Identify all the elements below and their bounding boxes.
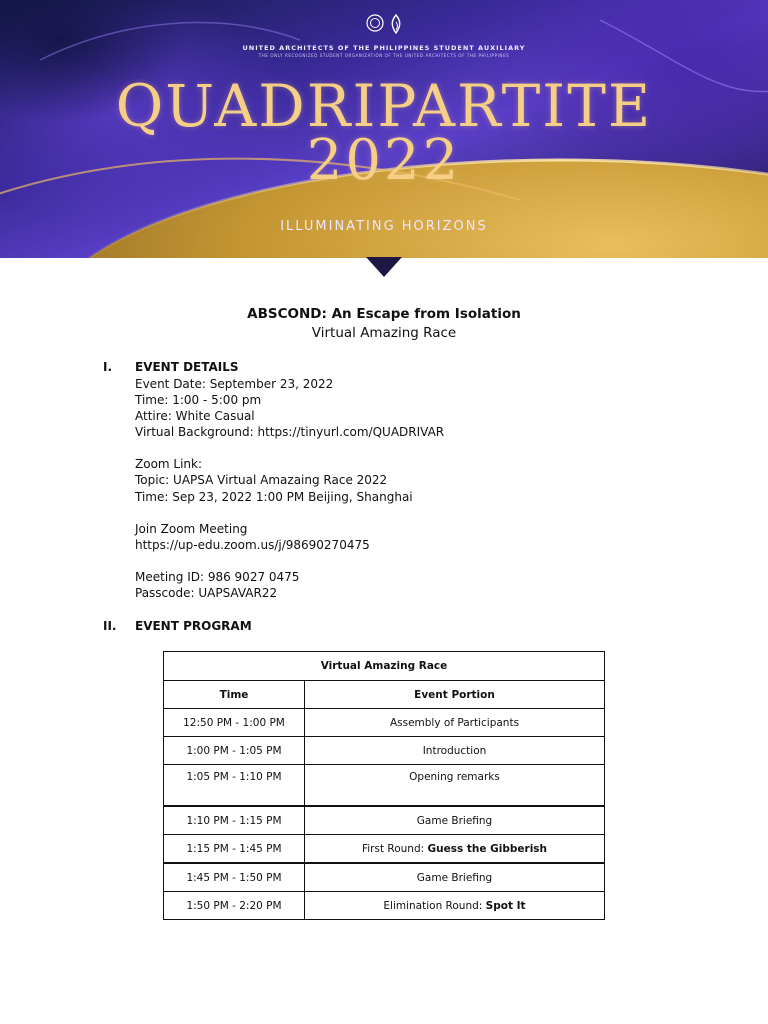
zoom-join-link[interactable]: https://up-edu.zoom.us/j/98690270475 (135, 537, 370, 552)
table-row (164, 709, 605, 737)
section-2-number: II. (103, 619, 117, 633)
table-row (164, 737, 605, 765)
table-row (164, 835, 605, 864)
meeting-id: Meeting ID: 986 9027 0475 (135, 569, 300, 584)
org-name: UNITED ARCHITECTS OF THE PHILIPPINES STUDENT AUXILIARY (242, 44, 526, 52)
row-portion (305, 892, 605, 920)
document-title: ABSCOND: An Escape from Isolation (247, 306, 521, 322)
document-subtitle: Virtual Amazing Race (311, 325, 457, 341)
table-row (164, 863, 605, 892)
row-portion (305, 737, 605, 765)
event-year: 2022 (306, 128, 462, 193)
portion-text: Introduction (422, 744, 487, 757)
program-table (163, 651, 605, 920)
portion-text: Game Briefing (416, 814, 493, 827)
table-row (164, 765, 605, 807)
section-1-heading: EVENT DETAILS (135, 360, 239, 374)
row-portion (305, 835, 605, 864)
event-title: QUADRIPARTITE (115, 72, 653, 140)
zoom-link-label: Zoom Link: (135, 457, 203, 472)
event-tagline: ILLUMINATING HORIZONS (280, 219, 488, 234)
join-zoom-label: Join Zoom Meeting (135, 521, 248, 536)
row-time: 1:10 PM - 1:15 PM (164, 806, 305, 835)
event-banner (0, 0, 768, 258)
portion-bold-text: Guess the Gibberish (427, 842, 548, 855)
zoom-topic: Topic: UAPSA Virtual Amazaing Race 2022 (135, 473, 388, 488)
zoom-time: Time: Sep 23, 2022 1:00 PM Beijing, Shanghai (135, 489, 413, 504)
row-time: 1:50 PM - 2:20 PM (164, 892, 305, 920)
row-time: 1:15 PM - 1:45 PM (164, 835, 305, 864)
row-time: 1:45 PM - 1:50 PM (164, 863, 305, 892)
row-portion (305, 765, 605, 807)
column-header-event-portion: Event Portion (305, 681, 605, 709)
portion-text: Assembly of Participants (389, 716, 520, 729)
section-1-number: I. (103, 360, 113, 374)
column-header-time: Time (164, 681, 305, 709)
banner-notch (366, 257, 402, 277)
passcode: Passcode: UAPSAVAR22 (135, 585, 278, 600)
row-time: 1:00 PM - 1:05 PM (164, 737, 305, 765)
portion-text: First Round: (361, 842, 428, 855)
row-portion (305, 806, 605, 835)
virtual-background: Virtual Background: https://tinyurl.com/QUADRIVAR (135, 425, 445, 440)
table-row (164, 892, 605, 920)
event-date: Event Date: September 23, 2022 (135, 377, 334, 391)
portion-text: Opening remarks (409, 771, 500, 783)
row-portion (305, 709, 605, 737)
table-row (164, 806, 605, 835)
program-table-caption: Virtual Amazing Race (164, 652, 605, 681)
portion-text: Game Briefing (416, 871, 493, 884)
portion-bold-text: Spot It (485, 899, 526, 912)
row-time: 12:50 PM - 1:00 PM (164, 709, 305, 737)
portion-text: Elimination Round: (383, 899, 486, 912)
org-tagline: THE ONLY RECOGNIZED STUDENT ORGANIZATION OF THE UNITED ARCHITECTS OF THE PHILIPPINES (258, 53, 510, 58)
event-attire: Attire: White Casual (135, 409, 255, 424)
event-details (135, 376, 444, 601)
row-time: 1:05 PM - 1:10 PM (164, 765, 305, 807)
event-time: Time: 1:00 - 5:00 pm (135, 393, 262, 408)
section-2-heading: EVENT PROGRAM (135, 619, 252, 633)
row-portion (305, 863, 605, 892)
